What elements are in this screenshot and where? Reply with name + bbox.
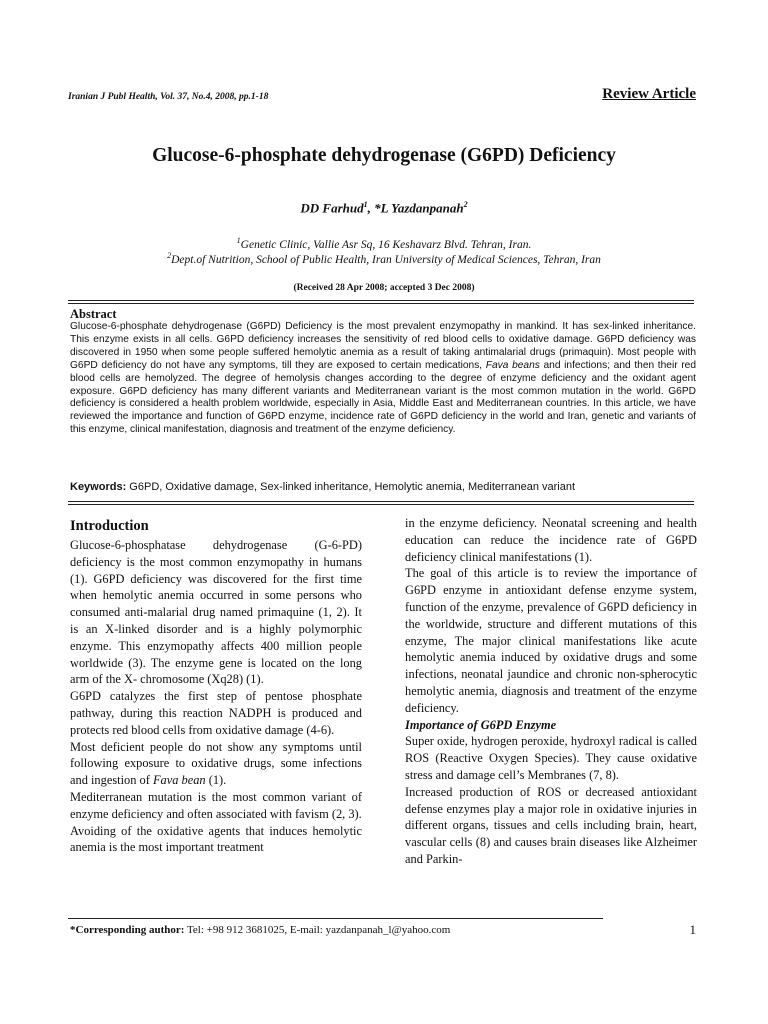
right-paragraph-1: in the enzyme deficiency. Neonatal screening and health education can reduce the incidence rate of G6PD deficiency clinical manifestations (1).: [405, 516, 697, 564]
divider-mid-1: [68, 501, 694, 502]
intro-paragraph-4: Mediterranean mutation is the most common variant of enzyme deficiency and often associated with favism (2, 3).: [70, 789, 362, 821]
paper-title: Glucose-6-phosphate dehydrogenase (G6PD) Deficiency: [152, 145, 616, 166]
author-line: [0, 200, 768, 216]
abstract-text: Glucose-6-phosphate dehydrogenase (G6PD) Deficiency is the most prevalent enzymopathy in mankind. It has sex-linked inheritance. This enzyme exists in all cells. G6PD deficiency increases the sensitivity of red blood cells to oxidative damage. G6PD deficiency was discovered in 1950 when some people suffered hemolytic anemia as a result of taking antimalarial drugs (primaquin). Most people with G6PD deficiency do not have any symptoms, till they are exposed to certain medications, Fava beans and infections; and then their red blood cells are hemolyzed. The degree of hemolysis changes according to the degree of enzyme deficiency and the oxidant agent exposure. G6PD deficiency has many different variants and Mediterranean variant is the most common mutation in the world. G6PD deficiency is considered a health problem worldwide, especially in Asia, Middle East and Mediterranean countries. In this article, we have reviewed the importance and function of G6PD enzyme, incidence rate of G6PD deficiency in the world and Iran, genetic and variants of this enzyme, clinical manifestation, diagnosis and treatment of the enzyme deficiency.: [70, 321, 696, 436]
footnote-text: Tel: +98 912 3681025, E-mail: yazdanpanah_l@yahoo.com: [184, 924, 451, 936]
author-separator: ,: [367, 200, 375, 216]
intro-paragraph-2: G6PD catalyzes the first step of pentose phosphate pathway, during this reaction NADPH is produced and protects red blood cells from oxidative damage (4-6).: [70, 689, 362, 737]
affiliation-2: $^2$Dept.of Nutrition, School of Public Health, Iran University of Medical Sciences, Tehran, Iran: [167, 251, 601, 266]
footnote-label: *Corresponding author:: [70, 924, 185, 936]
keywords-text: G6PD, Oxidative damage, Sex-linked inheritance, Hemolytic anemia, Mediterranean variant: [126, 481, 576, 493]
corresponding-author-footnote: [70, 924, 450, 936]
author-1: DD Farhud: [300, 200, 364, 216]
author-2-affil-marker: 2: [463, 200, 468, 209]
keywords-line: [70, 481, 575, 493]
right-paragraph-3: Super oxide, hydrogen peroxide, hydroxyl radical is called ROS (Reactive Oxygen Species). They cause oxidative stress and damage cell’s Membranes (7, 8).: [405, 734, 697, 782]
abstract-italic-term: Fava beans: [485, 359, 540, 371]
intro-paragraph-1: Glucose-6-phosphatase dehydrogenase (G-6-PD) deficiency is the most common enzymopathy in humans (1). G6PD deficiency was discovered for the first time when hemolytic anemia occurred in some persons who consumed anti-malarial drug named primaquine (1, 2). It is an X-linked disorder and is a highly polymorphic enzyme. This enzymopathy affects 400 million people worldwide (3). The enzyme gene is located on the long arm of the X- chromosome (Xq28) (1).: [70, 538, 362, 687]
divider-top-1: [68, 300, 694, 301]
introduction-heading: Introduction: [70, 518, 149, 534]
author-1-affil-marker: 1: [363, 200, 368, 209]
article-type-label: Review Article: [602, 86, 696, 102]
section-subheading: Importance of G6PD Enzyme: [405, 717, 557, 732]
divider-top-2: [68, 303, 694, 304]
intro-paragraph-5: Avoiding of the oxidative agents that induces hemolytic anemia is the most important treatment: [70, 823, 362, 855]
journal-citation: Iranian J Publ Health, Vol. 37, No.4, 2008, pp.1-18: [68, 92, 269, 102]
footnote-divider: [68, 918, 603, 919]
right-paragraph-2: The goal of this article is to review the importance of G6PD enzyme in antioxidant defense enzyme system, function of the enzyme, prevalence of G6PD deficiency in the worldwide, structure and different mutations of this enzyme, The major clinical manifestations like acute hemolytic anemia induced by oxidative drugs and some infections, neonatal jaundice and chronic non-spherocytic hemolytic anemia, diagnosis and treatment of the enzyme deficiency.: [405, 566, 697, 715]
intro-paragraph-3: Most deficient people do not show any symptoms until following exposure to oxidative drugs, some infections and ingestion of Fava bean (1).: [70, 739, 362, 788]
author-2: *L Yazdanpanah: [374, 200, 464, 216]
right-paragraph-4: Increased production of ROS or decreased antioxidant defense enzymes play a major role in oxidative injuries in different organs, tissues and cells including brain, heart, vascular cells (8) and causes brain diseases like Alzheimer and Parkin-: [405, 784, 697, 866]
left-column: [70, 515, 362, 856]
abstract-heading: Abstract: [70, 307, 117, 321]
right-column: [405, 515, 697, 868]
keywords-label: Keywords:: [70, 481, 127, 493]
affiliation-1: $^1$Genetic Clinic, Vallie Asr Sq, 16 Keshavarz Blvd. Tehran, Iran.: [236, 236, 532, 251]
received-dates: (Received 28 Apr 2008; accepted 3 Dec 2008): [293, 283, 475, 293]
page-number: 1: [689, 922, 696, 937]
divider-mid-2: [68, 504, 694, 505]
